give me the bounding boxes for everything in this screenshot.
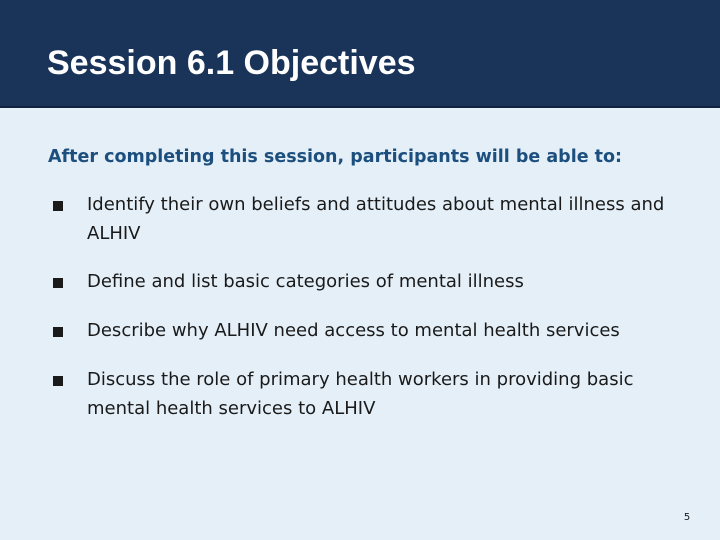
objective-text: Define and list basic categories of mental illness [87,271,524,292]
slide-title: Session 6.1 Objectives [47,44,416,82]
objective-text: Describe why ALHIV need access to mental health services [87,320,620,341]
square-bullet-icon [53,278,63,288]
title-bar [0,0,720,108]
objective-text: Discuss the role of primary health workers in providing basic mental health services to ALHIV [87,369,634,419]
square-bullet-icon [53,201,63,211]
square-bullet-icon [53,327,63,337]
square-bullet-icon [53,376,63,386]
intro-text: After completing this session, participants will be able to: [48,147,623,167]
page-number: 5 [683,512,691,523]
objective-text: Identify their own beliefs and attitudes about mental illness and ALHIV [87,194,665,244]
